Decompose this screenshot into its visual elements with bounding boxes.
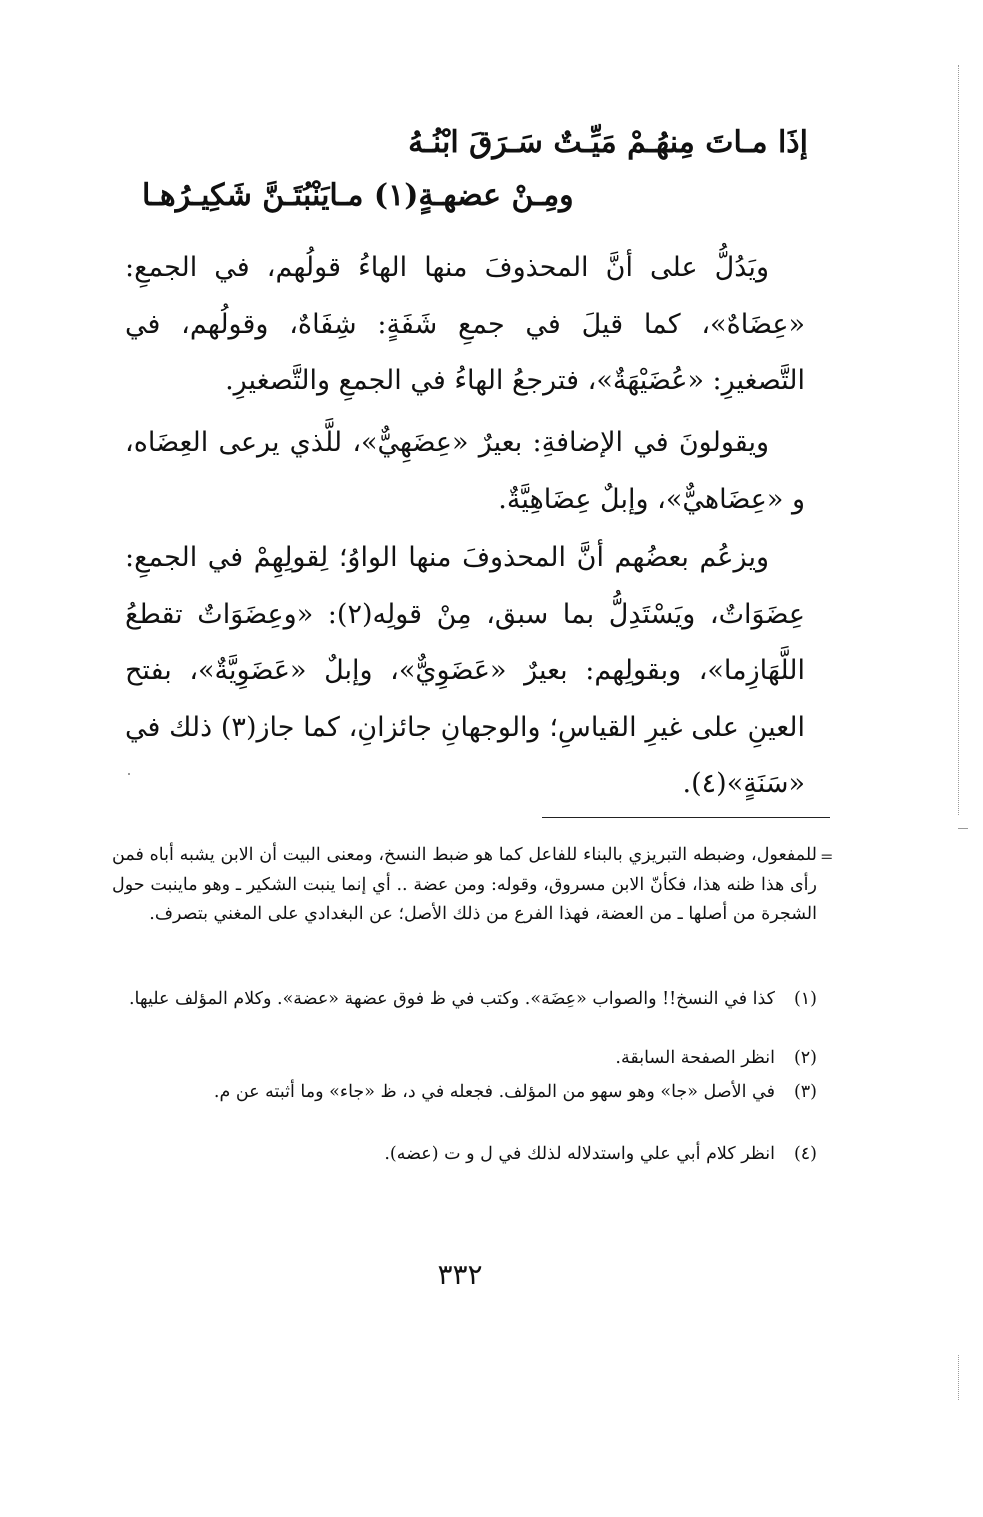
- footnote-text: في الأصل «جا» وهو سهو من المؤلف. فجعله في د، ظ «جاء» وما أثبته عن م.: [213, 1082, 775, 1102]
- footnote-number: (٢): [793, 1048, 817, 1068]
- paragraph-1: [125, 240, 805, 410]
- footnote-number: (١): [793, 989, 817, 1009]
- footnote-text: كذا في النسخ!! والصواب «عِضَة». وكتب في ظ فوق عضهة «عضة». وكلام المؤلف عليها.: [128, 989, 775, 1009]
- poem-verse-line-2: ومِـنْ عضهـةٍ(١) مـايَنْبُتَـنَّ شَكِيـرُهـا: [142, 178, 574, 213]
- page-number: ٣٣٢: [437, 1258, 483, 1291]
- footnote-separator: [542, 817, 830, 818]
- scan-speck: [128, 773, 130, 775]
- footnote-2: [112, 1044, 817, 1074]
- paragraph-3: [125, 530, 805, 813]
- poem-verse-line-1: إذَا مـاتَ مِنهُـمْ مَيِّـتٌ سَـرَقَ ابْنُـهُ: [408, 125, 808, 160]
- footnote-continuation: للمفعول، وضبطه التبريزي بالبناء للفاعل كما هو ضبط النسخ، ومعنى البيت أن الابن يشبه أباه فمن رأى هذا ظنه هذا، فكأنّ الابن مسروق، وقوله: ومن عضة .. أي إنما ينبت الشكير ـ وهو ماينبت حول الشجرة من أصلها ـ من العضة، فهذا الفرع من ذلك الأصل؛ عن البغدادي على المغني بتصرف.: [112, 845, 817, 924]
- footnote-continuation-mark: =: [820, 847, 834, 866]
- scan-edge-line: [958, 1355, 959, 1400]
- footnote-number: (٤): [793, 1144, 817, 1164]
- scan-edge-line: [958, 65, 959, 815]
- footnote-text: انظر الصفحة السابقة.: [615, 1048, 775, 1068]
- paragraph-text: ويقولونَ في الإضافةِ: بعيرٌ «عِضَهِيٌّ»، للَّذي يرعى العِضَاه، و «عِضَاهيٌّ»، وإبلٌ عِضَاهِيَّةٌ.: [125, 427, 805, 515]
- footnote-3: [112, 1078, 817, 1108]
- footnote-1: [112, 985, 817, 1015]
- paragraph-text: ويَدُلُّ على أنَّ المحذوفَ منها الهاءُ قولُهم، في الجمعِ: «عِضَاهٌ»، كما قيلَ في جمعِ شَفَةٍ: شِفَاهٌ، وقولُهم، في التَّصغيرِ: «عُضَيْهَةٌ»، فترجعُ الهاءُ في الجمعِ والتَّصغيرِ.: [125, 252, 805, 396]
- paragraph-text: ويزعُم بعضُهم أنَّ المحذوفَ منها الواوُ؛ لِقولِهِمْ في الجمعِ: عِضَوَاتٌ، ويَسْتَدِلُّ بما سبق، مِنْ قولِه(٢): «وعِضَوَاتٌ تقطعُ اللَّهَازِما»، وبقولِهم: بعيرٌ «عَضَوِيٌّ»، وإبلٌ «عَضَوِيَّةٌ»، بفتح العينِ على غيرِ القياسِ؛ والوجهانِ جائزانِ، كما جاز(٣) ذلك في «سَنَةٍ»(٤).: [125, 542, 805, 799]
- scan-edge-tick: [958, 828, 968, 829]
- paragraph-2: [125, 415, 805, 528]
- footnote-number: (٣): [793, 1082, 817, 1102]
- footnote-text: انظر كلام أبي علي واستدلاله لذلك في ل و ت (عضه).: [384, 1144, 775, 1164]
- footnote-4: [112, 1140, 817, 1170]
